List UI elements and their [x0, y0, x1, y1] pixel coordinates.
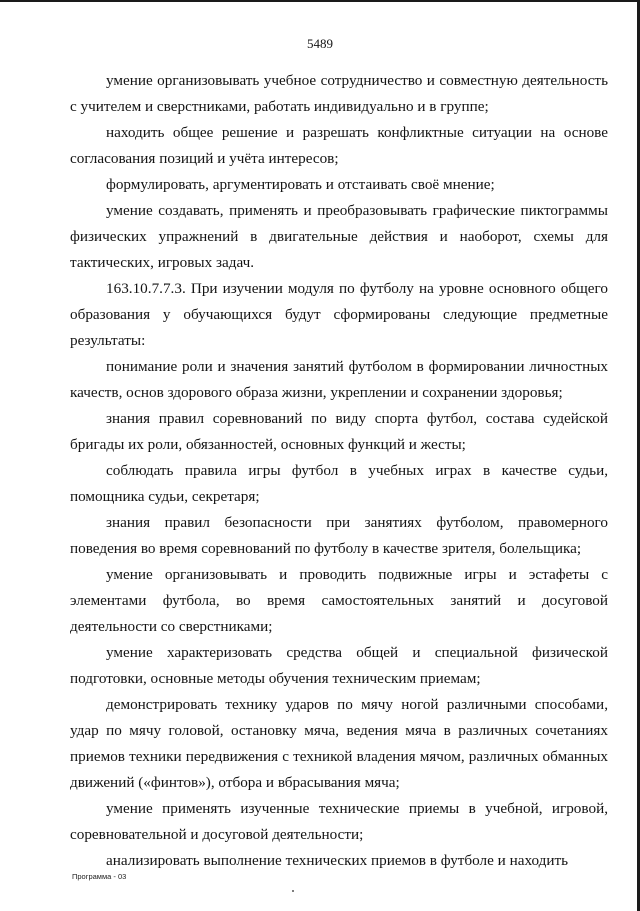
paragraph: умение характеризовать средства общей и специальной физической подготовки, основные методы обучения техническим приемам; — [70, 644, 608, 687]
paragraph: умение создавать, применять и преобразовывать графические пиктограммы физических упражнений в двигательные действия и наоборот, схемы для тактических, игровых задач. — [70, 202, 608, 271]
paragraph: умение организовывать учебное сотрудничество и совместную деятельность с учителем и сверстниками, работать индивидуально и в группе; — [70, 72, 608, 115]
paragraph: формулировать, аргументировать и отстаивать своё мнение; — [106, 176, 495, 193]
paragraph: находить общее решение и разрешать конфликтные ситуации на основе согласования позиций и учёта интересов; — [70, 124, 608, 167]
page-footer: Программа - 03 — [72, 872, 127, 881]
paragraph: умение применять изученные технические приемы в учебной, игровой, соревновательной и досуговой деятельности; — [70, 800, 608, 843]
paragraph: знания правил безопасности при занятиях футболом, правомерного поведения во время соревнований по футболу в качестве зрителя, болельщика; — [70, 514, 608, 557]
paragraph: умение организовывать и проводить подвижные игры и эстафеты с элементами футбола, во время самостоятельных занятий и досуговой деятельности со сверстниками; — [70, 566, 608, 635]
scan-speck — [292, 890, 294, 892]
paragraph: знания правил соревнований по виду спорта футбол, состава судейской бригады их роли, обязанностей, основных функций и жесты; — [70, 410, 608, 453]
paragraph: анализировать выполнение технических приемов в футболе и находить — [106, 852, 569, 869]
scan-border-top — [0, 0, 640, 2]
paragraph: понимание роли и значения занятий футболом в формировании личностных качеств, основ здорового образа жизни, укреплении и сохранении здоровья; — [70, 358, 608, 401]
document-body — [70, 68, 608, 874]
paragraph: 163.10.7.7.3. При изучении модуля по футболу на уровне основного общего образования у обучающихся будут сформированы следующие предметные результаты: — [70, 280, 608, 349]
paragraph: соблюдать правила игры футбол в учебных играх в качестве судьи, помощника судьи, секретаря; — [70, 462, 608, 505]
page-number: 5489 — [307, 36, 333, 51]
paragraph: демонстрировать технику ударов по мячу ногой различными способами, удар по мячу головой, остановку мяча, ведения мяча в различных сочетаниях приемов техники передвижения с техникой владения мячом, различных обманных движений («финтов»), отбора и вбрасывания мяча; — [70, 696, 608, 791]
